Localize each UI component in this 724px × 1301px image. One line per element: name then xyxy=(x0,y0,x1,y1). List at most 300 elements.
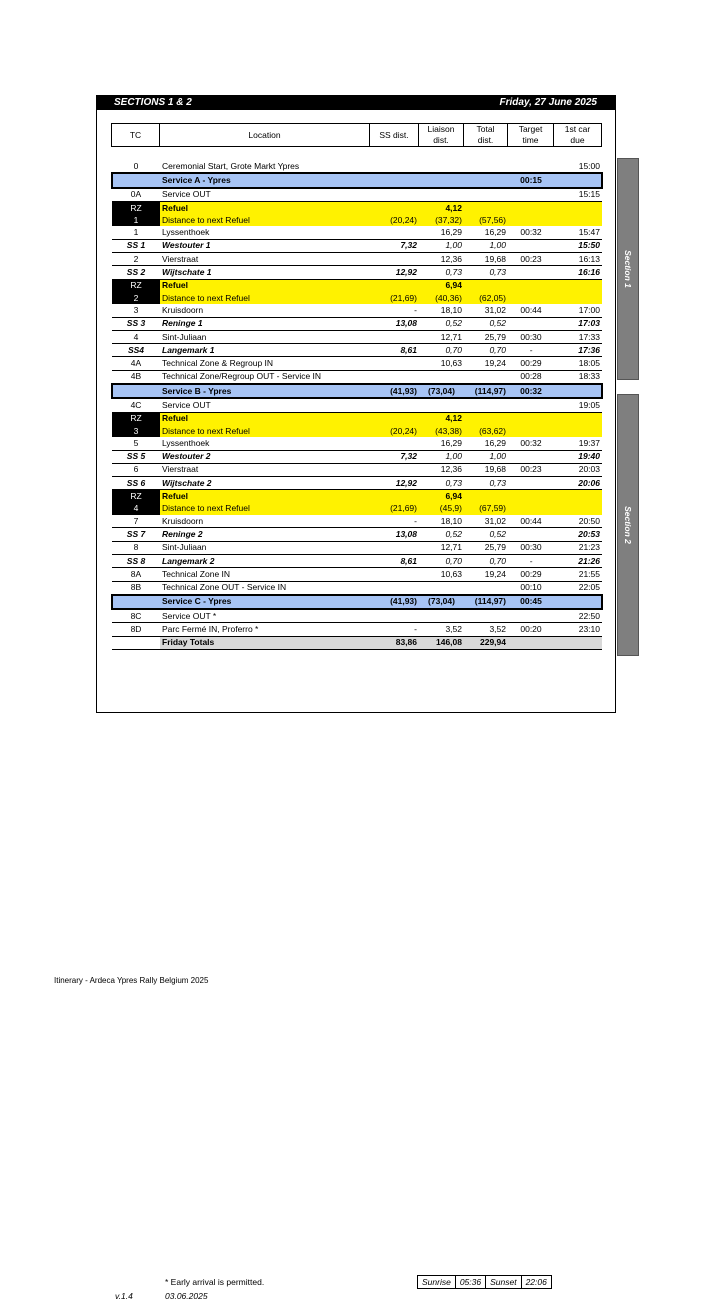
cell-tgt xyxy=(508,636,554,649)
cell-tgt xyxy=(508,490,554,503)
itinerary-row xyxy=(112,541,602,554)
cell-tot xyxy=(464,370,508,384)
cell-due: 20:53 xyxy=(554,528,602,541)
cell-ss: 7,32 xyxy=(370,450,419,463)
cell-due: 21:23 xyxy=(554,541,602,554)
cell-tgt: 00:32 xyxy=(508,437,554,450)
itinerary-row xyxy=(112,463,602,476)
itinerary-row xyxy=(112,554,602,567)
cell-loc: Kruisdoorn xyxy=(160,515,370,528)
cell-tgt: - xyxy=(508,554,554,567)
cell-tgt: 00:44 xyxy=(508,515,554,528)
cell-lia xyxy=(419,160,464,173)
cell-tgt xyxy=(508,503,554,515)
cell-lia: 3,52 xyxy=(419,623,464,636)
cell-tot: 19,24 xyxy=(464,568,508,581)
cell-due xyxy=(554,214,602,226)
cell-ss xyxy=(370,253,419,266)
cell-ss xyxy=(370,160,419,173)
cell-lia: (73,04) xyxy=(419,595,464,609)
cell-tc: RZ xyxy=(112,412,160,425)
cell-tc: 2 xyxy=(112,253,160,266)
cell-loc: Distance to next Refuel xyxy=(160,292,370,304)
header-table xyxy=(111,123,602,147)
cell-tot: 31,02 xyxy=(464,304,508,317)
cell-lia: 10,63 xyxy=(419,357,464,370)
cell-tot: 229,94 xyxy=(464,636,508,649)
cell-loc: Vierstraat xyxy=(160,253,370,266)
cell-loc: Service OUT xyxy=(160,398,370,412)
cell-lia xyxy=(419,173,464,187)
cell-ss xyxy=(370,357,419,370)
itinerary-row xyxy=(112,239,602,252)
cell-due: 17:00 xyxy=(554,304,602,317)
cell-loc: Service OUT * xyxy=(160,609,370,623)
cell-due: 20:50 xyxy=(554,515,602,528)
cell-loc: Distance to next Refuel xyxy=(160,503,370,515)
cell-tc: 1 xyxy=(112,214,160,226)
cell-loc: Wijtschate 2 xyxy=(160,477,370,490)
cell-tot xyxy=(464,398,508,412)
cell-loc: Distance to next Refuel xyxy=(160,425,370,437)
cell-tot: 25,79 xyxy=(464,330,508,343)
cell-tc: SS4 xyxy=(112,344,160,357)
cell-ss: 7,32 xyxy=(370,239,419,252)
cell-tgt xyxy=(508,292,554,304)
cell-tc xyxy=(112,384,160,398)
cell-tot: 1,00 xyxy=(464,239,508,252)
cell-tgt xyxy=(508,528,554,541)
cell-due xyxy=(554,279,602,292)
itinerary-row xyxy=(112,173,602,187)
cell-lia: 0,73 xyxy=(419,266,464,279)
cell-ss xyxy=(370,541,419,554)
itinerary-row xyxy=(112,595,602,609)
cell-tot: (114,97) xyxy=(464,384,508,398)
itinerary-row xyxy=(112,317,602,330)
cell-tot: 19,68 xyxy=(464,253,508,266)
cell-due: 17:03 xyxy=(554,317,602,330)
cell-due xyxy=(554,503,602,515)
cell-loc: Westouter 2 xyxy=(160,450,370,463)
section-2-tab xyxy=(617,394,639,656)
cell-tc: RZ xyxy=(112,279,160,292)
cell-lia: 6,94 xyxy=(419,279,464,292)
sunrise-time: 05:36 xyxy=(455,1276,485,1289)
itinerary-row xyxy=(112,528,602,541)
itinerary-row xyxy=(112,515,602,528)
cell-due: 20:06 xyxy=(554,477,602,490)
cell-loc: Reninge 2 xyxy=(160,528,370,541)
cell-lia xyxy=(419,188,464,202)
section-2-label: Section 2 xyxy=(623,506,633,544)
itinerary-row xyxy=(112,357,602,370)
cell-ss: 13,08 xyxy=(370,317,419,330)
cell-tc: 5 xyxy=(112,437,160,450)
cell-lia: (43,38) xyxy=(419,425,464,437)
cell-loc: Refuel xyxy=(160,279,370,292)
cell-tgt xyxy=(508,279,554,292)
cell-due: 15:50 xyxy=(554,239,602,252)
cell-lia: 0,70 xyxy=(419,554,464,567)
cell-tgt: 00:23 xyxy=(508,253,554,266)
header-target: Target time xyxy=(508,124,554,147)
cell-tc: 3 xyxy=(112,304,160,317)
cell-tc xyxy=(112,595,160,609)
version-date: 03.06.2025 xyxy=(165,1291,208,1301)
cell-tc: 4 xyxy=(112,330,160,343)
cell-tgt: 00:23 xyxy=(508,463,554,476)
cell-tot: (63,62) xyxy=(464,425,508,437)
cell-tc: 4C xyxy=(112,398,160,412)
cell-tot xyxy=(464,160,508,173)
cell-tgt: 00:44 xyxy=(508,304,554,317)
cell-lia: 18,10 xyxy=(419,304,464,317)
cell-due: 19:05 xyxy=(554,398,602,412)
itinerary-row xyxy=(112,266,602,279)
cell-due: 15:00 xyxy=(554,160,602,173)
cell-due xyxy=(554,292,602,304)
cell-tc: 0 xyxy=(112,160,160,173)
sunset-label: Sunset xyxy=(486,1276,521,1289)
cell-tot: (114,97) xyxy=(464,595,508,609)
cell-ss: - xyxy=(370,515,419,528)
cell-ss: 12,92 xyxy=(370,266,419,279)
cell-lia: 10,63 xyxy=(419,568,464,581)
cell-tc: RZ xyxy=(112,201,160,214)
itinerary-row xyxy=(112,609,602,623)
itinerary-row xyxy=(112,425,602,437)
cell-ss: 8,61 xyxy=(370,344,419,357)
cell-tgt xyxy=(508,266,554,279)
cell-ss: 8,61 xyxy=(370,554,419,567)
cell-due: 16:13 xyxy=(554,253,602,266)
cell-tc: SS 1 xyxy=(112,239,160,252)
cell-lia: 0,52 xyxy=(419,317,464,330)
cell-tc: SS 3 xyxy=(112,317,160,330)
cell-tot: 0,73 xyxy=(464,477,508,490)
cell-lia: 0,73 xyxy=(419,477,464,490)
cell-lia: 16,29 xyxy=(419,226,464,239)
cell-lia: (37,32) xyxy=(419,214,464,226)
itinerary-row xyxy=(112,490,602,503)
cell-ss xyxy=(370,370,419,384)
itinerary-row xyxy=(112,568,602,581)
version: v.1.4 xyxy=(115,1291,133,1301)
cell-ss xyxy=(370,279,419,292)
header-ss-dist: SS dist. xyxy=(370,124,419,147)
cell-ss xyxy=(370,330,419,343)
cell-tgt xyxy=(508,450,554,463)
cell-loc: Wijtschate 1 xyxy=(160,266,370,279)
cell-due: 21:55 xyxy=(554,568,602,581)
cell-ss xyxy=(370,490,419,503)
itinerary-row xyxy=(112,581,602,595)
cell-loc: Refuel xyxy=(160,412,370,425)
cell-loc: Parc Fermé IN, Proferro * xyxy=(160,623,370,636)
itinerary-row xyxy=(112,344,602,357)
cell-due: 19:40 xyxy=(554,450,602,463)
cell-tot: (62,05) xyxy=(464,292,508,304)
cell-loc: Friday Totals xyxy=(160,636,370,649)
itinerary-row xyxy=(112,412,602,425)
cell-lia: 1,00 xyxy=(419,450,464,463)
footnote: * Early arrival is permitted. xyxy=(165,1277,265,1287)
cell-loc: Lyssenthoek xyxy=(160,437,370,450)
cell-ss: - xyxy=(370,304,419,317)
cell-tgt xyxy=(508,201,554,214)
cell-tc: 7 xyxy=(112,515,160,528)
cell-tot: (67,59) xyxy=(464,503,508,515)
cell-loc: Ceremonial Start, Grote Markt Ypres xyxy=(160,160,370,173)
cell-loc: Kruisdoorn xyxy=(160,304,370,317)
cell-tot: 0,73 xyxy=(464,266,508,279)
cell-tgt: - xyxy=(508,344,554,357)
cell-tot xyxy=(464,609,508,623)
cell-tgt xyxy=(508,425,554,437)
cell-lia: 18,10 xyxy=(419,515,464,528)
cell-tc: 2 xyxy=(112,292,160,304)
cell-lia: 12,36 xyxy=(419,253,464,266)
cell-tc: 8 xyxy=(112,541,160,554)
cell-tc xyxy=(112,636,160,649)
cell-tc: SS 2 xyxy=(112,266,160,279)
title-bar xyxy=(97,96,615,110)
cell-lia: 16,29 xyxy=(419,437,464,450)
cell-tgt: 00:28 xyxy=(508,370,554,384)
section-1-label: Section 1 xyxy=(623,250,633,288)
cell-tot: 25,79 xyxy=(464,541,508,554)
sunset-time: 22:06 xyxy=(521,1276,551,1289)
cell-due: 19:37 xyxy=(554,437,602,450)
cell-lia: 0,70 xyxy=(419,344,464,357)
itinerary-table xyxy=(111,160,603,650)
cell-due: 17:36 xyxy=(554,344,602,357)
cell-tc: 0A xyxy=(112,188,160,202)
cell-tot: 3,52 xyxy=(464,623,508,636)
cell-ss: (21,69) xyxy=(370,292,419,304)
cell-tot: 31,02 xyxy=(464,515,508,528)
cell-tgt: 00:45 xyxy=(508,595,554,609)
cell-due: 17:33 xyxy=(554,330,602,343)
cell-loc: Refuel xyxy=(160,490,370,503)
cell-due xyxy=(554,636,602,649)
itinerary-row xyxy=(112,370,602,384)
cell-due: 18:33 xyxy=(554,370,602,384)
cell-ss xyxy=(370,609,419,623)
cell-tgt: 00:32 xyxy=(508,226,554,239)
cell-ss: 83,86 xyxy=(370,636,419,649)
cell-ss xyxy=(370,581,419,595)
cell-due: 21:26 xyxy=(554,554,602,567)
cell-lia: 12,71 xyxy=(419,330,464,343)
cell-tgt xyxy=(508,317,554,330)
cell-lia xyxy=(419,370,464,384)
header-due: 1st car due xyxy=(554,124,602,147)
cell-tgt: 00:30 xyxy=(508,330,554,343)
cell-due: 15:47 xyxy=(554,226,602,239)
itinerary-row xyxy=(112,623,602,636)
cell-tgt xyxy=(508,188,554,202)
cell-tc xyxy=(112,173,160,187)
cell-loc: Reninge 1 xyxy=(160,317,370,330)
itinerary-row xyxy=(112,384,602,398)
cell-loc: Service C - Ypres xyxy=(160,595,370,609)
cell-tot xyxy=(464,201,508,214)
cell-lia: 0,52 xyxy=(419,528,464,541)
cell-tgt xyxy=(508,214,554,226)
cell-ss: 13,08 xyxy=(370,528,419,541)
cell-loc: Langemark 1 xyxy=(160,344,370,357)
cell-tot xyxy=(464,412,508,425)
cell-due: 23:10 xyxy=(554,623,602,636)
sections-title: SECTIONS 1 & 2 xyxy=(114,97,192,108)
cell-lia: (73,04) xyxy=(419,384,464,398)
cell-ss: (41,93) xyxy=(370,384,419,398)
cell-lia xyxy=(419,609,464,623)
itinerary-row xyxy=(112,292,602,304)
itinerary-row xyxy=(112,188,602,202)
cell-tot xyxy=(464,581,508,595)
cell-ss xyxy=(370,568,419,581)
cell-lia: 1,00 xyxy=(419,239,464,252)
cell-loc: Service B - Ypres xyxy=(160,384,370,398)
cell-due xyxy=(554,384,602,398)
cell-tot: 19,24 xyxy=(464,357,508,370)
cell-tot: 19,68 xyxy=(464,463,508,476)
cell-ss xyxy=(370,437,419,450)
cell-loc: Technical Zone OUT - Service IN xyxy=(160,581,370,595)
sunrise-label: Sunrise xyxy=(418,1276,456,1289)
cell-ss xyxy=(370,398,419,412)
cell-due xyxy=(554,201,602,214)
header-tc: TC xyxy=(112,124,160,147)
cell-tot: 0,52 xyxy=(464,528,508,541)
itinerary-row xyxy=(112,214,602,226)
cell-ss xyxy=(370,173,419,187)
cell-due xyxy=(554,173,602,187)
cell-loc: Vierstraat xyxy=(160,463,370,476)
itinerary-row xyxy=(112,398,602,412)
cell-tot: 0,52 xyxy=(464,317,508,330)
cell-lia: (45,9) xyxy=(419,503,464,515)
cell-tgt: 00:30 xyxy=(508,541,554,554)
itinerary-row xyxy=(112,253,602,266)
cell-tgt xyxy=(508,239,554,252)
itinerary-row xyxy=(112,503,602,515)
cell-lia: 12,71 xyxy=(419,541,464,554)
cell-ss xyxy=(370,463,419,476)
cell-ss xyxy=(370,188,419,202)
cell-tc: 8D xyxy=(112,623,160,636)
cell-due: 15:15 xyxy=(554,188,602,202)
cell-lia: 4,12 xyxy=(419,201,464,214)
cell-tc: 1 xyxy=(112,226,160,239)
cell-tgt: 00:15 xyxy=(508,173,554,187)
sun-times xyxy=(417,1275,552,1289)
itinerary-row xyxy=(112,450,602,463)
cell-loc: Sint-Juliaan xyxy=(160,330,370,343)
cell-tc: 6 xyxy=(112,463,160,476)
cell-tc: 8B xyxy=(112,581,160,595)
cell-tgt: 00:29 xyxy=(508,357,554,370)
cell-tot: 0,70 xyxy=(464,554,508,567)
cell-lia: 6,94 xyxy=(419,490,464,503)
cell-lia: 12,36 xyxy=(419,463,464,476)
cell-tc: SS 6 xyxy=(112,477,160,490)
cell-tgt: 00:20 xyxy=(508,623,554,636)
header-total: Total dist. xyxy=(464,124,508,147)
itinerary-row xyxy=(112,330,602,343)
cell-tgt xyxy=(508,398,554,412)
cell-tgt xyxy=(508,609,554,623)
cell-ss: - xyxy=(370,623,419,636)
itinerary-row xyxy=(112,160,602,173)
cell-lia: 146,08 xyxy=(419,636,464,649)
cell-tot xyxy=(464,188,508,202)
cell-loc: Service OUT xyxy=(160,188,370,202)
itinerary-row xyxy=(112,279,602,292)
cell-ss: 12,92 xyxy=(370,477,419,490)
cell-ss xyxy=(370,226,419,239)
cell-tc: SS 8 xyxy=(112,554,160,567)
cell-tgt xyxy=(508,160,554,173)
cell-tot: (57,56) xyxy=(464,214,508,226)
cell-tc: 4B xyxy=(112,370,160,384)
cell-tot xyxy=(464,279,508,292)
cell-tc: SS 7 xyxy=(112,528,160,541)
cell-tc: 8A xyxy=(112,568,160,581)
date-title: Friday, 27 June 2025 xyxy=(499,97,597,108)
cell-lia xyxy=(419,398,464,412)
cell-loc: Technical Zone/Regroup OUT - Service IN xyxy=(160,370,370,384)
cell-due: 18:05 xyxy=(554,357,602,370)
header-location: Location xyxy=(160,124,370,147)
cell-loc: Langemark 2 xyxy=(160,554,370,567)
cell-tot: 16,29 xyxy=(464,226,508,239)
cell-tot xyxy=(464,490,508,503)
cell-due xyxy=(554,412,602,425)
cell-tgt xyxy=(508,477,554,490)
cell-lia: 4,12 xyxy=(419,412,464,425)
cell-ss: (41,93) xyxy=(370,595,419,609)
cell-due: 22:50 xyxy=(554,609,602,623)
cell-ss xyxy=(370,201,419,214)
cell-tgt: 00:10 xyxy=(508,581,554,595)
cell-loc: Service A - Ypres xyxy=(160,173,370,187)
cell-loc: Lyssenthoek xyxy=(160,226,370,239)
cell-tc: 4A xyxy=(112,357,160,370)
itinerary-row xyxy=(112,201,602,214)
cell-loc: Refuel xyxy=(160,201,370,214)
header-liaison: Liaison dist. xyxy=(419,124,464,147)
cell-due xyxy=(554,425,602,437)
cell-due: 22:05 xyxy=(554,581,602,595)
cell-due xyxy=(554,595,602,609)
page-footer: Itinerary - Ardeca Ypres Rally Belgium 2025 xyxy=(54,976,209,985)
itinerary-row xyxy=(112,304,602,317)
cell-tot xyxy=(464,173,508,187)
cell-ss: (21,69) xyxy=(370,503,419,515)
cell-tc: 4 xyxy=(112,503,160,515)
cell-tgt: 00:32 xyxy=(508,384,554,398)
itinerary-row xyxy=(112,477,602,490)
cell-tot: 1,00 xyxy=(464,450,508,463)
itinerary-row xyxy=(112,636,602,649)
cell-due: 20:03 xyxy=(554,463,602,476)
cell-ss xyxy=(370,412,419,425)
cell-loc: Westouter 1 xyxy=(160,239,370,252)
